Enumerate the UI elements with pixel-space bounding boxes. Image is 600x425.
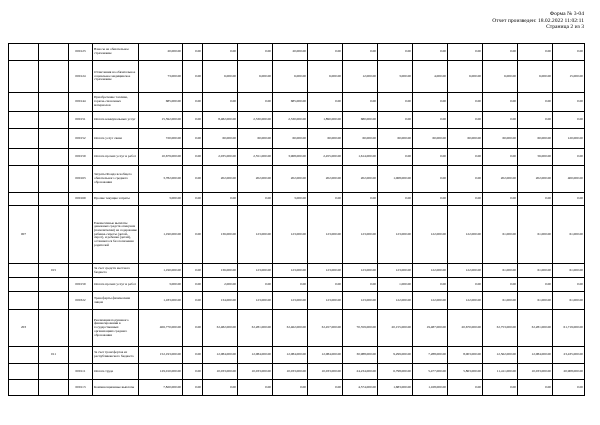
amount-cell: 120,000.00 (553, 129, 585, 149)
amount-cell: 202,000.00 (238, 166, 273, 193)
amount-cell: 0.00 (413, 44, 448, 61)
amount-cell: 2,000.00 (203, 278, 238, 292)
amount-cell: 3,000.00 (273, 193, 308, 206)
page-indicator: Страница 2 из 3 (546, 24, 584, 31)
amount-cell: 123,000.00 (378, 206, 413, 264)
amount-cell: 123,000.00 (238, 206, 273, 264)
amount-cell: 0.00 (273, 380, 308, 396)
amount-cell: 8,003,000.00 (448, 347, 483, 364)
annual-total-cell: 152,193,000.00 (139, 347, 183, 364)
table-row (9, 93, 585, 112)
amount-cell: 0.00 (343, 193, 378, 206)
specifics-code-cell: 000169 (69, 193, 93, 206)
amount-cell: 400,000.00 (553, 166, 585, 193)
table-row (9, 310, 585, 347)
specifics-code-cell: 000124 (69, 61, 93, 93)
amount-cell: 123,000.00 (343, 264, 378, 278)
specifics-code-cell (69, 310, 93, 347)
amount-cell: 3,968,000.00 (273, 149, 308, 166)
amount-cell: 61,000.00 (483, 292, 518, 310)
amount-cell: 32,281,000.00 (518, 310, 553, 347)
amount-cell: 0.00 (448, 166, 483, 193)
amount-cell: 20,155,000.00 (378, 310, 413, 347)
program-code-cell (9, 292, 39, 310)
amount-cell: 1,168,000.00 (413, 380, 448, 396)
report-date: Отчет произведен: 18.02.2022 11:02:11 (492, 17, 584, 24)
amount-cell: 61,000.00 (518, 206, 553, 264)
amount-cell: 0.00 (483, 112, 518, 129)
table-row (9, 61, 585, 93)
program-code-cell (9, 112, 39, 129)
annual-total-cell: 685,000.00 (139, 93, 183, 112)
amount-cell: 60,000.00 (238, 129, 273, 149)
amount-cell: 15,000.00 (553, 61, 585, 93)
amount-cell: 122,000.00 (413, 292, 448, 310)
amount-cell: 61,000.00 (553, 292, 585, 310)
subprogram-code-cell (39, 129, 69, 149)
amount-cell: 122,000.00 (413, 264, 448, 278)
amount-cell: 122,000.00 (413, 206, 448, 264)
program-code-cell (9, 193, 39, 206)
item-name-cell: Трансферты физическим лицам (93, 292, 139, 310)
amount-cell: 2,330,000.00 (273, 112, 308, 129)
amount-cell: 0.00 (518, 193, 553, 206)
amount-cell: 123,000.00 (238, 264, 273, 278)
amount-cell: 0.00 (448, 278, 483, 292)
specifics-code-cell (69, 264, 93, 278)
amount-cell: 0.00 (483, 278, 518, 292)
program-code-cell (9, 166, 39, 193)
program-code-cell (9, 347, 39, 364)
amount-cell: 20,908,000.00 (553, 364, 585, 380)
amount-cell: 9,299,000.00 (378, 347, 413, 364)
amount-cell: 6,000.00 (273, 61, 308, 93)
item-name-cell: Приобретение топлива, горюче-смазочных материалов (93, 93, 139, 112)
amount-cell: 8,482,000.00 (203, 112, 238, 129)
specifics-code-cell: 000322 (69, 292, 93, 310)
amount-cell: 0.00 (183, 347, 203, 364)
amount-cell: 0.00 (183, 44, 203, 61)
amount-cell: 0.00 (343, 93, 378, 112)
amount-cell: 0.00 (183, 206, 203, 264)
table-row (9, 364, 585, 380)
amount-cell: 202,000.00 (203, 166, 238, 193)
amount-cell: 0.00 (183, 93, 203, 112)
amount-cell: 0.00 (183, 112, 203, 129)
specifics-code-cell: 000151 (69, 112, 93, 129)
amount-cell: 61,000.00 (518, 292, 553, 310)
table-row (9, 264, 585, 278)
subprogram-code-cell (39, 44, 69, 61)
amount-cell: 0.00 (448, 44, 483, 61)
amount-cell: 19,487,000.00 (413, 310, 448, 347)
program-code-cell (9, 93, 39, 112)
amount-cell: 60,000.00 (483, 129, 518, 149)
amount-cell: 0.00 (238, 278, 273, 292)
amount-cell: 0.00 (483, 93, 518, 112)
amount-cell: 7,288,000.00 (413, 347, 448, 364)
amount-cell: 0.00 (518, 112, 553, 129)
amount-cell: 202,000.00 (308, 166, 343, 193)
item-name-cell: Оплата коммунальных услуг (93, 112, 139, 129)
item-name-cell: Оплата услуг связи (93, 129, 139, 149)
amount-cell: 61,000.00 (483, 264, 518, 278)
subprogram-code-cell (39, 149, 69, 166)
amount-cell: 0.00 (378, 112, 413, 129)
annual-total-cell: 7,820,000.00 (139, 380, 183, 396)
amount-cell: 11,411,000.00 (483, 364, 518, 380)
amount-cell: 3,000.00 (378, 61, 413, 93)
table-row (9, 129, 585, 149)
item-name-cell: Оплата прочих услуг и работ (93, 278, 139, 292)
amount-cell: 0.00 (183, 149, 203, 166)
amount-cell: 123,000.00 (273, 206, 308, 264)
amount-cell: 123,000.00 (343, 292, 378, 310)
amount-cell: 6,798,000.00 (378, 364, 413, 380)
amount-cell: 0.00 (518, 380, 553, 396)
amount-cell: 12,084,000.00 (238, 347, 273, 364)
amount-cell: 1,614,000.00 (343, 149, 378, 166)
amount-cell: 0.00 (518, 93, 553, 112)
amount-cell: 6,000.00 (203, 61, 238, 93)
program-code-cell (9, 278, 39, 292)
amount-cell: 0.00 (308, 278, 343, 292)
specifics-code-cell: 000159 (69, 278, 93, 292)
amount-cell: 0.00 (483, 149, 518, 166)
amount-cell: 1,068,000.00 (378, 166, 413, 193)
amount-cell: 0.00 (553, 44, 585, 61)
amount-cell: 0.00 (183, 364, 203, 380)
item-name-cell: Взносы на обязательное страхование (93, 44, 139, 61)
amount-cell: 0.00 (238, 93, 273, 112)
amount-cell: 61,000.00 (553, 264, 585, 278)
annual-total-cell: 73,000.00 (139, 61, 183, 93)
amount-cell: 0.00 (308, 44, 343, 61)
amount-cell: 0.00 (203, 44, 238, 61)
subprogram-code-cell (39, 61, 69, 93)
amount-cell: 32,482,000.00 (203, 310, 238, 347)
amount-cell: 0.00 (343, 278, 378, 292)
amount-cell: 2,035,000.00 (203, 149, 238, 166)
amount-cell: 60,000.00 (308, 129, 343, 149)
item-name-cell: Затраты Фонда всеобщего обязательного среднего образования (93, 166, 139, 193)
amount-cell: 30,988,000.00 (343, 347, 378, 364)
amount-cell: 0.00 (378, 193, 413, 206)
amount-cell: 70,359,000.00 (343, 310, 378, 347)
amount-cell: 134,000.00 (203, 292, 238, 310)
amount-cell: 61,719,000.00 (553, 310, 585, 347)
amount-cell: 0.00 (343, 44, 378, 61)
amount-cell: 2,330,000.00 (238, 112, 273, 129)
specifics-code-cell: 000163 (69, 166, 93, 193)
amount-cell: 0.00 (448, 193, 483, 206)
program-code-cell (9, 61, 39, 93)
amount-cell: 1,000.00 (378, 278, 413, 292)
table-body (9, 44, 585, 396)
item-name-cell: Ежемесячные выплаты денежных средств опекунам (попечителям) на содержание ребенка-сироты (детей-сирот), и ребенка (детей), оставшегося без попечения родителей (93, 206, 139, 264)
amount-cell: 0.00 (553, 278, 585, 292)
amount-cell: 123,000.00 (308, 264, 343, 278)
program-code-cell (9, 264, 39, 278)
annual-total-cell: 15,592,000.00 (139, 112, 183, 129)
program-code-cell: 203 (9, 310, 39, 347)
amount-cell: 0.00 (238, 44, 273, 61)
annual-total-cell: 10,679,000.00 (139, 149, 183, 166)
amount-cell: 0.00 (308, 380, 343, 396)
amount-cell: 5,477,000.00 (413, 364, 448, 380)
item-name-cell: Прочие текущие затраты (93, 193, 139, 206)
amount-cell: 6,000.00 (483, 61, 518, 93)
item-name-cell: Оплата прочих услуг и работ (93, 149, 139, 166)
table-row (9, 278, 585, 292)
amount-cell: 32,753,000.00 (483, 310, 518, 347)
item-name-cell: Оплата труда (93, 364, 139, 380)
amount-cell: 0.00 (378, 149, 413, 166)
annual-total-cell: 3,782,000.00 (139, 166, 183, 193)
subprogram-code-cell: 015 (39, 264, 69, 278)
program-code-cell (9, 129, 39, 149)
amount-cell: 0.00 (203, 380, 238, 396)
subprogram-code-cell (39, 166, 69, 193)
amount-cell: 32,457,000.00 (308, 310, 343, 347)
amount-cell: 0.00 (308, 193, 343, 206)
amount-cell: 685,000.00 (273, 93, 308, 112)
amount-cell: 136,000.00 (203, 206, 238, 264)
amount-cell: 12,562,000.00 (483, 347, 518, 364)
table-row (9, 193, 585, 206)
amount-cell: 12,084,000.00 (518, 347, 553, 364)
report-header (492, 11, 584, 31)
amount-cell: 0.00 (448, 93, 483, 112)
amount-cell: 0.00 (413, 93, 448, 112)
amount-cell: 6,000.00 (308, 61, 343, 93)
amount-cell: 60,000.00 (273, 129, 308, 149)
amount-cell: 0.00 (413, 193, 448, 206)
amount-cell: 202,000.00 (343, 166, 378, 193)
specifics-code-cell: 000113 (69, 380, 93, 396)
amount-cell: 0.00 (448, 149, 483, 166)
amount-cell: 4,574,000.00 (343, 380, 378, 396)
amount-cell: 0.00 (518, 44, 553, 61)
annual-total-cell: 406,770,000.00 (139, 310, 183, 347)
amount-cell: 60,000.00 (343, 129, 378, 149)
amount-cell: 2,455,000.00 (308, 149, 343, 166)
amount-cell: 24,234,000.00 (343, 364, 378, 380)
amount-cell: 0.00 (238, 193, 273, 206)
specifics-code-cell: 000152 (69, 129, 93, 149)
amount-cell: 0.00 (413, 278, 448, 292)
item-name-cell: Компенсационные выплаты (93, 380, 139, 396)
amount-cell: 122,000.00 (448, 206, 483, 264)
amount-cell: 0.00 (448, 112, 483, 129)
item-name-cell: Реализация подушевого финансирования в государственных организациях среднего образования (93, 310, 139, 347)
specifics-code-cell: 000159 (69, 149, 93, 166)
subprogram-code-cell (39, 380, 69, 396)
amount-cell: 60,000.00 (448, 129, 483, 149)
amount-cell: 12,084,000.00 (203, 347, 238, 364)
amount-cell: 32,281,000.00 (238, 310, 273, 347)
item-name-cell: Отчисления на обязательное социальное медицинское страхование (93, 61, 139, 93)
amount-cell: 6,000.00 (518, 61, 553, 93)
amount-cell: 0.00 (183, 380, 203, 396)
annual-total-cell: 129,010,000.00 (139, 364, 183, 380)
amount-cell: 0.00 (183, 129, 203, 149)
annual-total-cell: 1,190,000.00 (139, 264, 183, 278)
amount-cell: 0.00 (183, 278, 203, 292)
amount-cell: 0.00 (378, 93, 413, 112)
amount-cell: 61,000.00 (483, 206, 518, 264)
program-code-cell: 007 (9, 206, 39, 264)
annual-total-cell: 3,000.00 (139, 193, 183, 206)
annual-total-cell: 3,000.00 (139, 278, 183, 292)
amount-cell: 1,683,000.00 (378, 380, 413, 396)
amount-cell: 0.00 (308, 93, 343, 112)
amount-cell: 60,000.00 (518, 129, 553, 149)
amount-cell: 0.00 (183, 166, 203, 193)
amount-cell: 136,000.00 (203, 264, 238, 278)
amount-cell: 60,000.00 (378, 129, 413, 149)
amount-cell: 56,000.00 (518, 149, 553, 166)
subprogram-code-cell (39, 310, 69, 347)
annual-total-cell: 20,000.00 (139, 44, 183, 61)
amount-cell: 0.00 (273, 278, 308, 292)
table-row (9, 112, 585, 129)
amount-cell: 202,000.00 (483, 166, 518, 193)
amount-cell: 0.00 (183, 193, 203, 206)
item-name-cell: За счет средств местного бюджета (93, 264, 139, 278)
amount-cell: 0.00 (203, 93, 238, 112)
amount-cell: 0.00 (413, 112, 448, 129)
amount-cell: 123,000.00 (273, 292, 308, 310)
amount-cell: 0.00 (483, 44, 518, 61)
amount-cell: 10,033,000.00 (203, 364, 238, 380)
subprogram-code-cell: 011 (39, 347, 69, 364)
amount-cell: 23,435,000.00 (553, 347, 585, 364)
specifics-code-cell: 000111 (69, 364, 93, 380)
amount-cell: 0.00 (413, 166, 448, 193)
amount-cell: 123,000.00 (378, 264, 413, 278)
amount-cell: 0.00 (413, 149, 448, 166)
amount-cell: 0.00 (483, 193, 518, 206)
specifics-code-cell: 000144 (69, 93, 93, 112)
program-code-cell (9, 149, 39, 166)
program-code-cell (9, 364, 39, 380)
amount-cell: 20,000.00 (273, 44, 308, 61)
amount-cell: 123,000.00 (273, 264, 308, 278)
form-number: Форма № 3-04 (549, 11, 584, 17)
subprogram-code-cell (39, 206, 69, 264)
amount-cell: 60,000.00 (413, 129, 448, 149)
amount-cell: 0.00 (553, 112, 585, 129)
amount-cell: 32,462,000.00 (273, 310, 308, 347)
subprogram-code-cell (39, 93, 69, 112)
amount-cell: 122,000.00 (448, 264, 483, 278)
amount-cell: 6,000.00 (238, 61, 273, 93)
amount-cell: 0.00 (553, 380, 585, 396)
amount-cell: 10,033,000.00 (518, 364, 553, 380)
amount-cell: 0.00 (483, 380, 518, 396)
subprogram-code-cell (39, 278, 69, 292)
subprogram-code-cell (39, 364, 69, 380)
amount-cell: 6,000.00 (448, 61, 483, 93)
amount-cell: 0.00 (203, 193, 238, 206)
amount-cell: 20,670,000.00 (448, 310, 483, 347)
amount-cell: 0.00 (518, 278, 553, 292)
amount-cell: 0.00 (378, 44, 413, 61)
amount-cell: 123,000.00 (343, 206, 378, 264)
table-row (9, 380, 585, 396)
amount-cell: 10,033,000.00 (308, 364, 343, 380)
budget-table (8, 43, 585, 396)
amount-cell: 123,000.00 (308, 206, 343, 264)
amount-cell: 122,000.00 (448, 292, 483, 310)
table-row (9, 206, 585, 264)
specifics-code-cell (69, 347, 93, 364)
amount-cell: 61,000.00 (518, 264, 553, 278)
item-name-cell: За счет трансфертов из республиканского бюджета (93, 347, 139, 364)
amount-cell: 0.00 (553, 93, 585, 112)
amount-cell: 4,000.00 (413, 61, 448, 93)
amount-cell: 0.00 (553, 149, 585, 166)
subprogram-code-cell (39, 193, 69, 206)
amount-cell: 10,033,000.00 (238, 364, 273, 380)
subprogram-code-cell (39, 292, 69, 310)
annual-total-cell: 720,000.00 (139, 129, 183, 149)
amount-cell: 0.00 (183, 310, 203, 347)
amount-cell: 0.00 (183, 61, 203, 93)
amount-cell: 0.00 (183, 292, 203, 310)
amount-cell: 0.00 (183, 264, 203, 278)
table-row (9, 347, 585, 364)
table-row (9, 292, 585, 310)
amount-cell: 0.00 (553, 193, 585, 206)
program-code-cell (9, 44, 39, 61)
annual-total-cell: 1,183,000.00 (139, 292, 183, 310)
amount-cell: 680,000.00 (343, 112, 378, 129)
amount-cell: 61,000.00 (553, 206, 585, 264)
table-row (9, 166, 585, 193)
annual-total-cell: 1,190,000.00 (139, 206, 183, 264)
amount-cell: 5,863,000.00 (448, 364, 483, 380)
table-row (9, 44, 585, 61)
amount-cell: 12,084,000.00 (308, 347, 343, 364)
program-code-cell (9, 380, 39, 396)
amount-cell: 122,000.00 (378, 292, 413, 310)
amount-cell: 1,890,000.00 (308, 112, 343, 129)
amount-cell: 2,551,000.00 (238, 149, 273, 166)
amount-cell: 0.00 (238, 380, 273, 396)
amount-cell: 12,000.00 (343, 61, 378, 93)
amount-cell: 10,033,000.00 (273, 364, 308, 380)
amount-cell: 0.00 (448, 380, 483, 396)
specifics-code-cell (69, 206, 93, 264)
subprogram-code-cell (39, 112, 69, 129)
amount-cell: 12,084,000.00 (273, 347, 308, 364)
table-row (9, 149, 585, 166)
amount-cell: 123,000.00 (238, 292, 273, 310)
amount-cell: 202,000.00 (518, 166, 553, 193)
amount-cell: 202,000.00 (273, 166, 308, 193)
specifics-code-cell: 000123 (69, 44, 93, 61)
amount-cell: 60,000.00 (203, 129, 238, 149)
amount-cell: 123,000.00 (308, 292, 343, 310)
